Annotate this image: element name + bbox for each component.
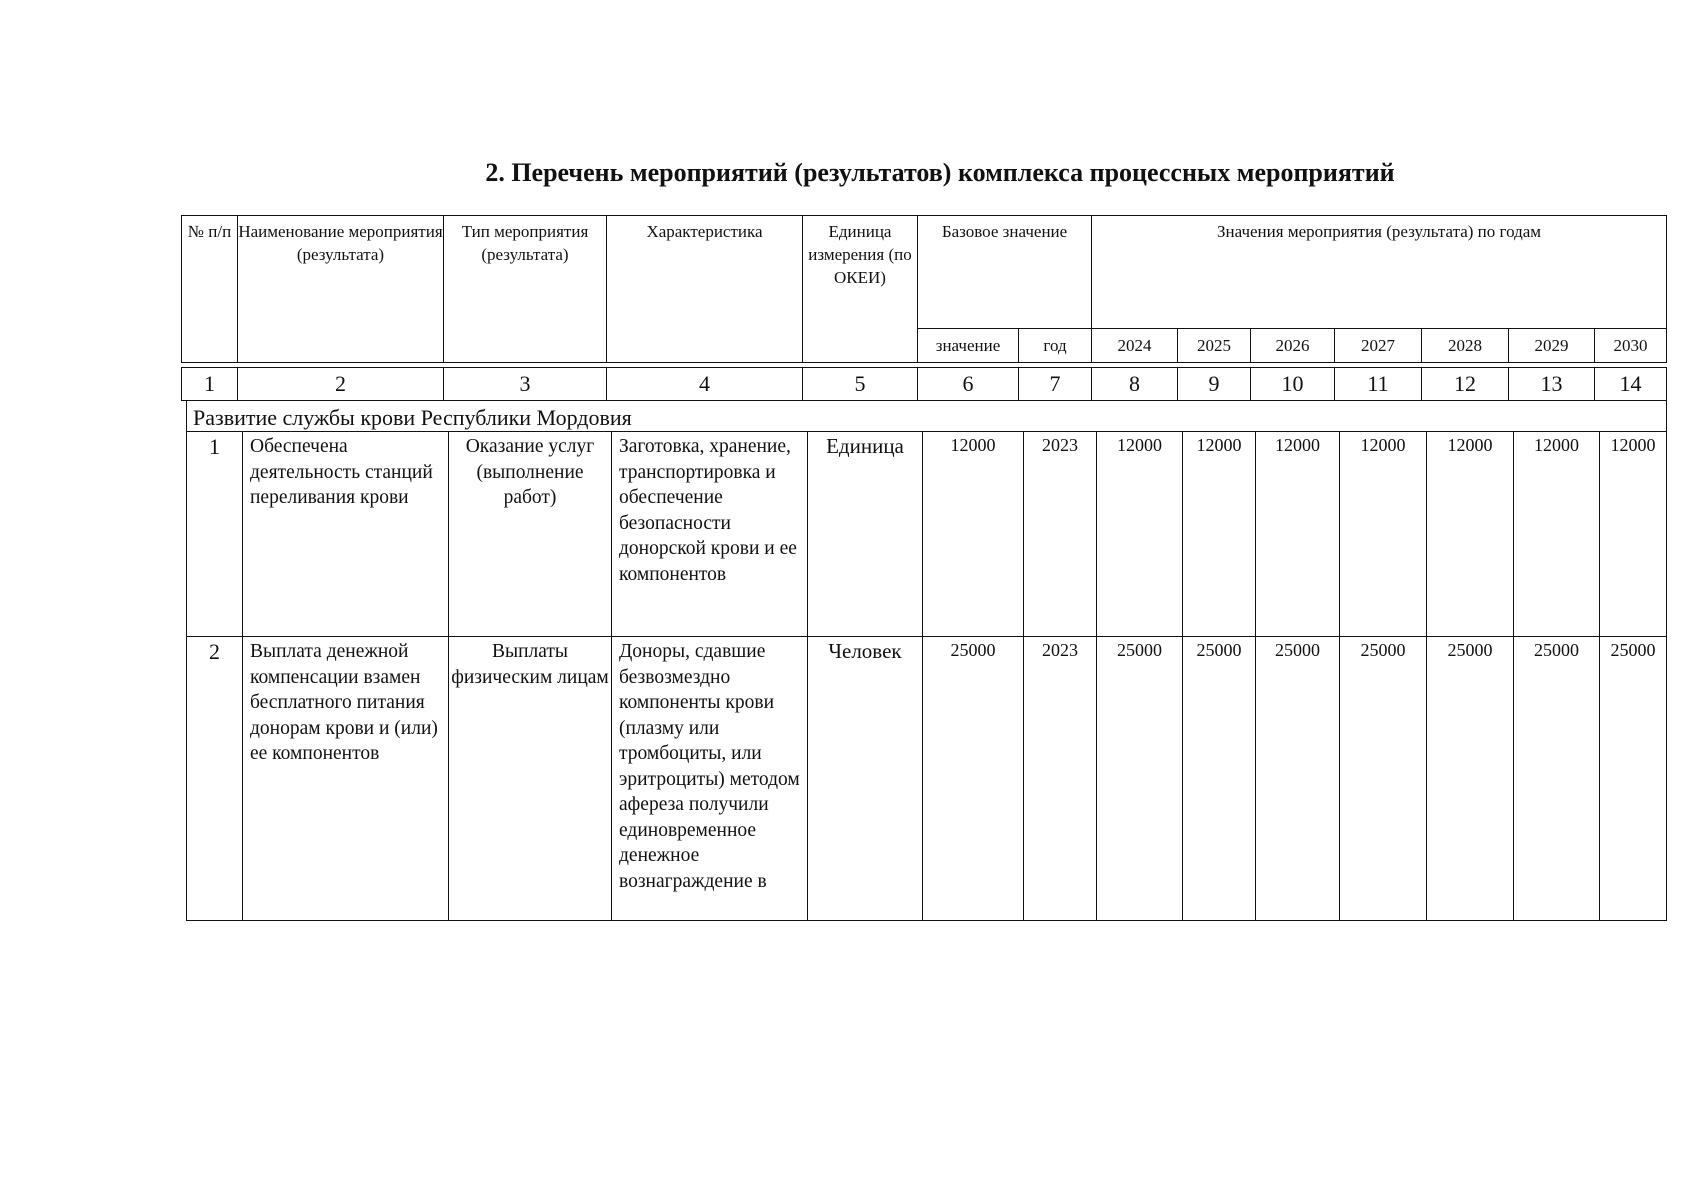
column-number: 1 <box>182 368 238 401</box>
row-value: 12000 <box>1097 432 1183 637</box>
column-number: 3 <box>444 368 607 401</box>
row-value: 12000 <box>1256 432 1340 637</box>
column-number: 5 <box>803 368 918 401</box>
header-unit: Единица измерения (по ОКЕИ) <box>803 216 918 363</box>
row-value: 12000 <box>1183 432 1256 637</box>
row-value: 25000 <box>1340 637 1427 921</box>
row-value: 25000 <box>1097 637 1183 921</box>
column-number: 7 <box>1019 368 1092 401</box>
header-base: Базовое значение <box>918 216 1092 329</box>
column-number: 12 <box>1422 368 1509 401</box>
row-base-year: 2023 <box>1024 432 1097 637</box>
page-title: 2. Перечень мероприятий (результатов) комплекса процессных мероприятий <box>485 158 1395 187</box>
column-number: 8 <box>1092 368 1178 401</box>
column-number: 11 <box>1335 368 1422 401</box>
row-type: Оказание услуг (выполнение работ) <box>449 432 612 637</box>
row-value: 12000 <box>1340 432 1427 637</box>
row-base-value: 25000 <box>923 637 1024 921</box>
row-name: Обеспечена деятельность станций переливания крови <box>243 432 449 637</box>
row-characteristic: Доноры, сдавшие безвозмездно компоненты крови (плазму или тромбоциты, или эритроциты) методом афереза получили единовременное денежное вознаграждение в <box>612 637 808 921</box>
header-year: 2024 <box>1092 328 1178 362</box>
row-base-value: 12000 <box>923 432 1024 637</box>
header-year: 2030 <box>1595 328 1667 362</box>
header-years-group: Значения мероприятия (результата) по годам <box>1092 216 1667 329</box>
table-body <box>186 400 1667 921</box>
header-year: 2028 <box>1422 328 1509 362</box>
row-value: 12000 <box>1514 432 1600 637</box>
header-year: 2029 <box>1509 328 1595 362</box>
row-value: 25000 <box>1183 637 1256 921</box>
row-value: 25000 <box>1427 637 1514 921</box>
header-characteristic: Характеристика <box>607 216 803 363</box>
row-value: 25000 <box>1600 637 1667 921</box>
column-number: 4 <box>607 368 803 401</box>
column-number: 6 <box>918 368 1019 401</box>
row-num: 2 <box>187 637 243 921</box>
row-value: 12000 <box>1600 432 1667 637</box>
column-number: 2 <box>238 368 444 401</box>
header-name: Наименование мероприятия (результата) <box>238 216 444 363</box>
row-type: Выплаты физическим лицам <box>449 637 612 921</box>
header-num: № п/п <box>182 216 238 363</box>
row-value: 12000 <box>1427 432 1514 637</box>
column-number: 14 <box>1595 368 1667 401</box>
header-base-year: год <box>1019 328 1092 362</box>
column-number-row <box>181 367 1667 401</box>
row-name: Выплата денежной компенсации взамен бесплатного питания донорам крови и (или) ее компонентов <box>243 637 449 921</box>
row-base-year: 2023 <box>1024 637 1097 921</box>
column-number: 10 <box>1251 368 1335 401</box>
row-characteristic: Заготовка, хранение, транспортировка и обеспечение безопасности донорской крови и ее компонентов <box>612 432 808 637</box>
column-number: 9 <box>1178 368 1251 401</box>
section-title: Развитие службы крови Республики Мордовия <box>187 401 1667 432</box>
row-value: 25000 <box>1256 637 1340 921</box>
header-base-value: значение <box>918 328 1019 362</box>
row-num: 1 <box>187 432 243 637</box>
row-value: 25000 <box>1514 637 1600 921</box>
header-year: 2027 <box>1335 328 1422 362</box>
header-year: 2026 <box>1251 328 1335 362</box>
row-unit: Единица <box>808 432 923 637</box>
header-type: Тип мероприятия (результата) <box>444 216 607 363</box>
column-number: 13 <box>1509 368 1595 401</box>
table-header <box>181 215 1667 363</box>
header-year: 2025 <box>1178 328 1251 362</box>
row-unit: Человек <box>808 637 923 921</box>
